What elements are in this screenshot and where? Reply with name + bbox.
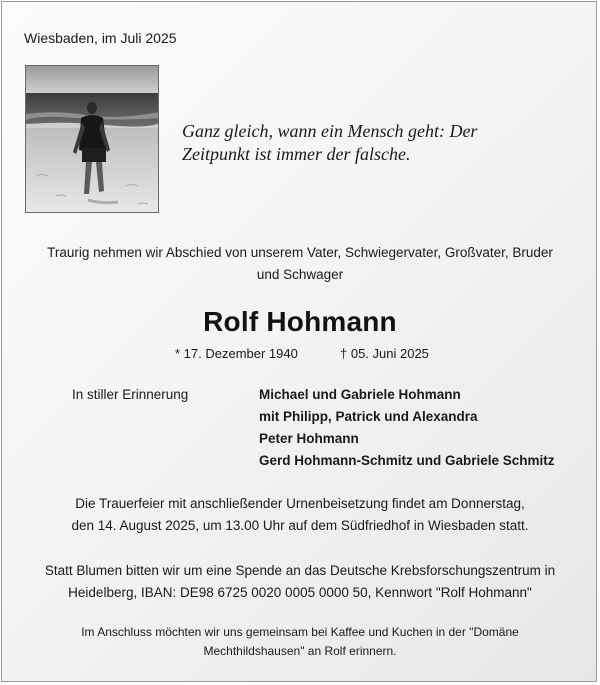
reception-line-2: Mechthildshausen" an Rolf erinnern. [203, 644, 397, 658]
birth-date: * 17. Dezember 1940 [175, 346, 298, 361]
death-date: † 05. Juni 2025 [340, 346, 429, 361]
beach-walker-photo [25, 65, 159, 213]
place-date: Wiesbaden, im Juli 2025 [24, 30, 177, 46]
intro-line-1: Traurig nehmen wir Abschied von unserem Vater, Schwiegervater, Großvater, Bruder [47, 245, 553, 260]
mourner-list [259, 384, 555, 472]
reception-line-1: Im Anschluss möchten wir uns gemeinsam bei Kaffee und Kuchen in der "Domäne [81, 625, 519, 639]
mourner-name: mit Philipp, Patrick und Alexandra [259, 409, 478, 424]
ceremony-line-2: den 14. August 2025, um 13.00 Uhr auf dem Südfriedhof in Wiesbaden statt. [71, 518, 529, 533]
intro-text [22, 242, 578, 286]
reception-info [12, 623, 588, 661]
mourner-name: Gerd Hohmann-Schmitz und Gabriele Schmitz [259, 453, 555, 468]
donation-info [12, 560, 588, 604]
deceased-name: Rolf Hohmann [203, 306, 397, 337]
quote [182, 120, 562, 166]
obituary-notice [1, 1, 597, 682]
mourner-name: Michael und Gabriele Hohmann [259, 387, 461, 402]
donation-line-2: Heidelberg, IBAN: DE98 6725 0020 0005 0000 50, Kennwort "Rolf Hohmann" [68, 585, 532, 600]
memory-label: In stiller Erinnerung [72, 387, 189, 402]
intro-line-2: und Schwager [256, 267, 344, 282]
ceremony-info [12, 493, 588, 537]
mourner-name: Peter Hohmann [259, 431, 359, 446]
quote-line-1: Ganz gleich, wann ein Mensch geht: Der [182, 121, 478, 141]
donation-line-1: Statt Blumen bitten wir um eine Spende an das Deutsche Krebsforschungszentrum in [44, 563, 556, 578]
ceremony-line-1: Die Trauerfeier mit anschließender Urnenbeisetzung findet am Donnerstag, [75, 496, 525, 511]
quote-line-2: Zeitpunkt ist immer der falsche. [182, 144, 411, 164]
